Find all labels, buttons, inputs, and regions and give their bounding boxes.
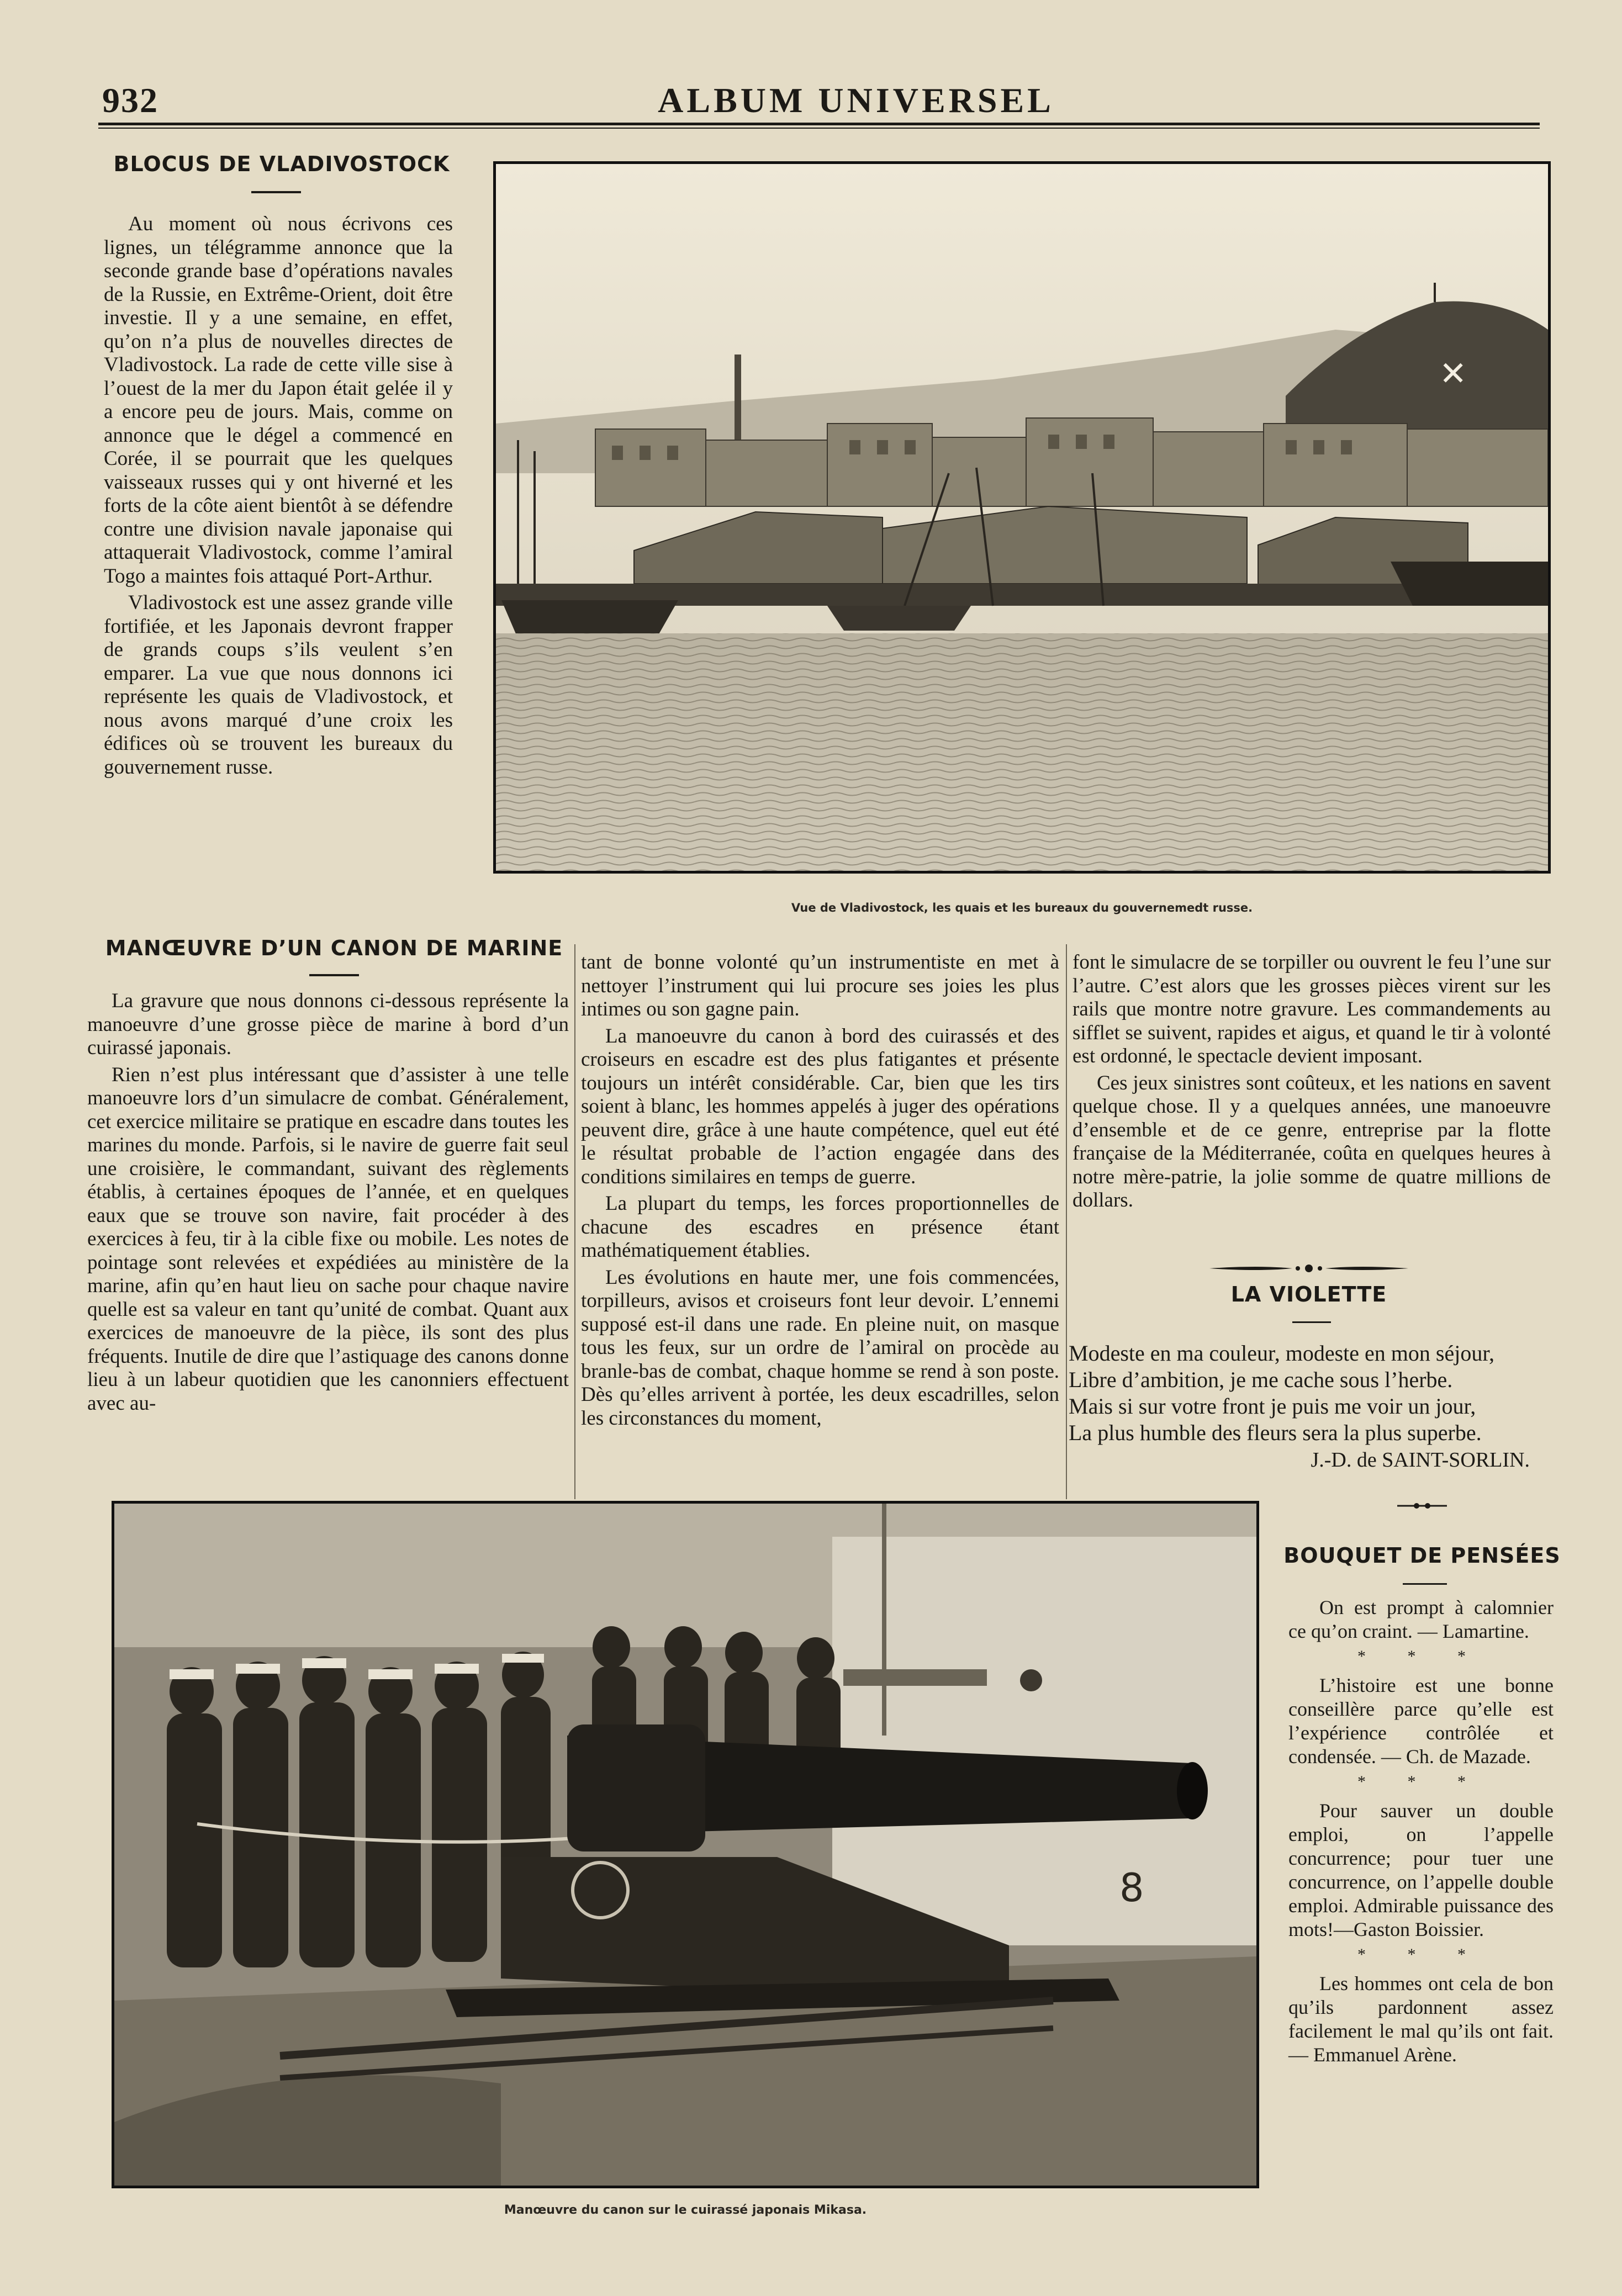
manoeuvre-title: MANŒUVRE D’UN CANON DE MARINE — [105, 936, 563, 960]
mikasa-gun-photo — [112, 1501, 1259, 2188]
vladivostock-caption: Vue de Vladivostock, les quais et les bureaux du gouvernemedt russe. — [791, 901, 1253, 914]
bouquet-quote-2: L’histoire est une bonne conseillère parce qu’elle est l’expérience contrôlée et condensée. — Ch. de Mazade. — [1288, 1674, 1554, 1768]
manoeuvre-col1-paragraph-2: Rien n’est plus intéressant que d’assister à une telle manoeuvre lors d’un simulacre de combat. Généralement, cet exercice militaire se pratique en escadre dans toutes les marines du monde. Parfois, si le navire de guerre fait seul une croisière, le commandant, suivant des règlements établis, à certaines époques de l’année, et en quelques eaux que se trouve son navire, fait procéder à des exercices à feu, tir à la cible fixe ou mobile. Les notes de pointage sont relevées et expédiées au ministère de la marine, afin qu’en haut lieu on sache pour chaque navire quelle est sa valeur en tant qu’unité de combat. Quant aux exercices de manoeuvre de la pièce, ils sont des plus fréquents. Inutile de dire que l’astiquage des canons donne lieu à un labeur quotidien que les canonniers effectuent avec au- — [87, 1063, 569, 1415]
manoeuvre-title-rule — [309, 974, 359, 976]
blocus-paragraph-1: Au moment où nous écrivons ces lignes, un télégramme annonce que la seconde grande base d’opérations navales de la Russie, en Extrême-Orient, doit être investie. Il y a une semaine, en effet, qu’on n’a plus de nouvelles directes de Vladivostock. La rade de cette ville sise à l’ouest de la mer du Japon était gelée il y a encore peu de jours. Mais, comme on annonce que le dégel a commencé en Corée, il se pourrait que les quelques vaisseaux russes qui y ont hiverné et les forts de la côte aient bientôt à se défendre contre une division navale japonaise qui attaquerait Vladivostock, comme l’amiral Togo a maintes fois attaqué Port-Arthur. — [104, 213, 453, 588]
mikasa-caption: Manœuvre du canon sur le cuirassé japonais Mikasa. — [504, 2203, 867, 2217]
manoeuvre-col3-paragraph-1: font le simulacre de se torpiller ou ouvrent le feu l’une sur l’autre. C’est alors que les grosses pièces virent sur les rails que montre notre gravure. Les commandements au sifflet se suivent, rapides et aigus, et quand le tir à volonté est ordonné, le spectacle devient imposant. — [1072, 951, 1551, 1067]
blocus-article — [104, 213, 453, 782]
journal-title: ALBUM UNIVERSEL — [658, 81, 1054, 120]
manoeuvre-col1-paragraph-1: La gravure que nous donnons ci-dessous représente la manoeuvre d’une grosse pièce de marine à bord d’un cuirassé japonais. — [87, 990, 569, 1059]
stars-separator: * * * — [1357, 1945, 1484, 1964]
ornament-divider — [1209, 1263, 1408, 1274]
blocus-title: BLOCUS DE VLADIVOSTOCK — [113, 152, 450, 176]
bouquet-quote-3: Pour sauver un double emploi, on l’appelle concurrence; pour tuer une concurrence, on l’appelle double emploi. Admirable puissance des mots!—Gaston Boissier. — [1288, 1800, 1554, 1940]
violette-poem — [1069, 1340, 1555, 1446]
header-rule — [98, 123, 1540, 129]
column-divider-1 — [574, 944, 575, 1499]
stars-separator: * * * — [1357, 1647, 1484, 1665]
poem-line: La plus humble des fleurs sera la plus superbe. — [1069, 1420, 1482, 1445]
poem-line: Modeste en ma couleur, modeste en mon séjour, — [1069, 1341, 1495, 1366]
manoeuvre-col2-paragraph-4: Les évolutions en haute mer, une fois commencées, torpilleurs, avisos et croiseurs font leur devoir. L’ennemi supposé est-il dans une rade. En pleine nuit, on masque tous les feux, sur un ordre de l’amiral on procède au branle-bas de combat, chaque homme se rend à son poste. Dès qu’elles arrivent à portée, les deux escadrilles, selon les circonstances du moment, — [581, 1266, 1059, 1430]
stars-separator: * * * — [1357, 1773, 1484, 1791]
manoeuvre-col2-paragraph-2: La manoeuvre du canon à bord des cuirassés et des croiseurs en escadre est des plus fatigantes et présente toujours un intérêt considérable. Car, bien que les tirs soient à blanc, les hommes appelés à juger des opérations peuvent dire, grâce à une haute compétence, quel eut été le résultat probable de l’action engagée dans des conditions similaires en temps de guerre. — [581, 1024, 1059, 1188]
manoeuvre-col3-paragraph-2: Ces jeux sinistres sont coûteux, et les nations en savent quelque chose. Il y a quelques années, une manoeuvre d’ensemble et de ce genre, entreprise par la flotte française de la Méditerranée, coûta en quelques heures à notre mère-patrie, la jolie somme de quatre millions de dollars. — [1072, 1071, 1551, 1212]
violette-title-rule — [1292, 1321, 1331, 1323]
cross-mark-icon: ✕ — [1439, 355, 1467, 393]
violette-author: J.-D. de SAINT-SORLIN. — [1311, 1448, 1530, 1472]
bouquet-quotes — [1288, 1596, 1554, 2067]
bouquet-title: BOUQUET DE PENSÉES — [1283, 1543, 1561, 1568]
manoeuvre-col2-paragraph-3: La plupart du temps, les forces proportionnelles de chacune des escadres en présence étant mathématiquement établies. — [581, 1192, 1059, 1262]
violette-title: LA VIOLETTE — [1230, 1282, 1387, 1306]
page-number: 932 — [102, 81, 158, 120]
vladivostock-photo — [493, 161, 1551, 874]
mikasa-gun-illustration — [114, 1504, 1256, 2186]
bouquet-title-rule — [1403, 1583, 1447, 1585]
manoeuvre-column-1 — [87, 990, 569, 1419]
column-divider-2 — [1066, 944, 1067, 1499]
svg-text:8: 8 — [1119, 1865, 1144, 1911]
small-ornament — [1397, 1502, 1447, 1509]
bouquet-quote-4: Les hommes ont cela de bon qu’ils pardonnent assez facilement le mal qu’ils ont fait. — Emmanuel Arène. — [1288, 1972, 1554, 2066]
manoeuvre-column-2 — [581, 951, 1059, 1433]
blocus-title-rule — [251, 191, 301, 193]
manoeuvre-col2-paragraph-1: tant de bonne volonté qu’un instrumentiste en met à nettoyer l’instrument qui lui procure ses joies les plus intimes ou son gagne pain. — [581, 951, 1059, 1020]
bouquet-quote-1: On est prompt à calomnier ce qu’on craint. — Lamartine. — [1288, 1596, 1554, 1642]
vladivostock-illustration — [496, 164, 1548, 871]
manoeuvre-column-3 — [1072, 951, 1551, 1216]
poem-line: Mais si sur votre front je puis me voir un jour, — [1069, 1394, 1476, 1419]
blocus-paragraph-2: Vladivostock est une assez grande ville fortifiée, et les Japonais devront frapper de grands coups s’ils veulent s’en emparer. La vue que nous donnons ici représente les quais de Vladivostock, et nous avons marqué d’une croix les édifices où se trouvent les bureaux du gouvernement russe. — [104, 591, 453, 779]
poem-line: Libre d’ambition, je me cache sous l’herbe. — [1069, 1367, 1453, 1392]
